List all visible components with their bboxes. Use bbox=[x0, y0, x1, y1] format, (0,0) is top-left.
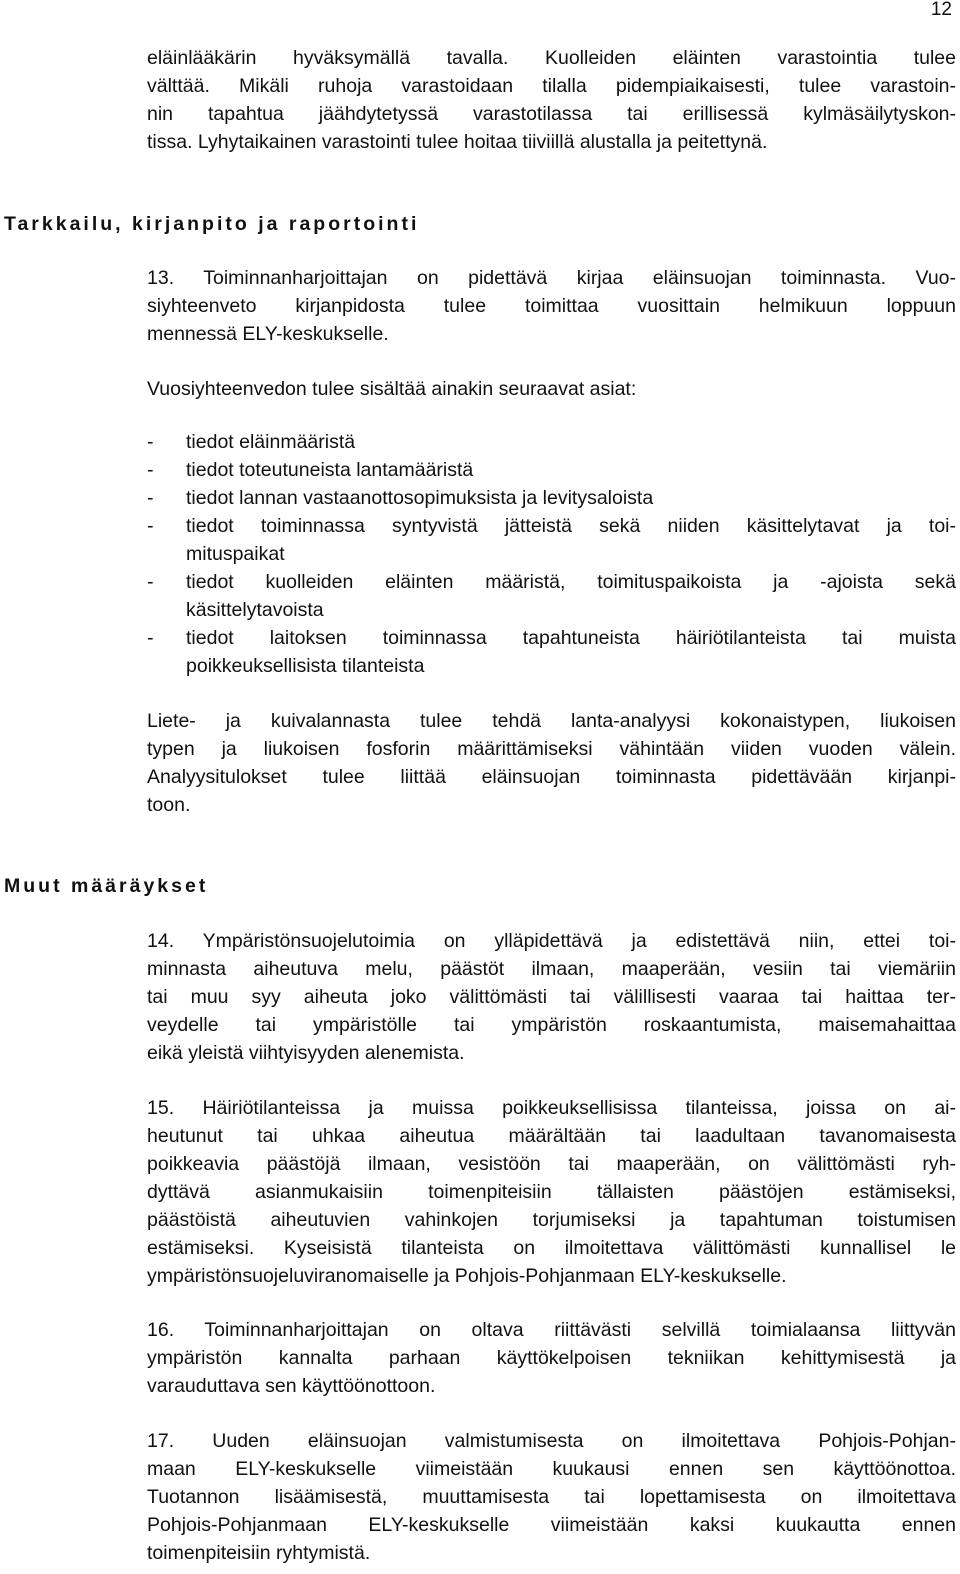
list-item-text: tiedot laitoksen toiminnassa tapahtuneista häiriötilanteista tai muista bbox=[186, 627, 956, 649]
list-item bbox=[147, 624, 956, 680]
list-item-text: tiedot lannan vastaanottosopimuksista ja levitysaloista bbox=[186, 487, 654, 509]
item-17 bbox=[147, 1427, 956, 1567]
text-line: estämiseksi. Kyseisistä tilanteista on ilmoitettava välittömästi kunnallisel le bbox=[147, 1237, 956, 1259]
text-line: veydelle tai ympäristölle tai ympäristön roskaantumista, maisemahaittaa bbox=[147, 1014, 956, 1036]
text-line: 15. Häiriötilanteissa ja muissa poikkeuksellisissa tilanteissa, joissa on ai- bbox=[147, 1097, 956, 1119]
text-line: Analyysitulokset tulee liittää eläinsuojan toiminnasta pidettävään kirjanpi- bbox=[147, 766, 956, 788]
list-item bbox=[147, 484, 956, 512]
summary-bullet-list bbox=[147, 428, 956, 680]
list-item bbox=[147, 512, 956, 568]
list-item-text: mituspaikat bbox=[186, 543, 285, 565]
intro-paragraph bbox=[147, 44, 956, 156]
summary-intro: Vuosiyhteenvedon tulee sisältää ainakin seuraavat asiat: bbox=[147, 378, 637, 400]
bullet-dash: - bbox=[147, 487, 154, 509]
list-item bbox=[147, 568, 956, 624]
text-line: 13. Toiminnanharjoittajan on pidettävä kirjaa eläinsuojan toiminnasta. Vuo- bbox=[147, 267, 956, 289]
list-item bbox=[147, 428, 956, 456]
text-line: varauduttava sen käyttöönottoon. bbox=[147, 1375, 436, 1397]
bullet-dash: - bbox=[147, 515, 154, 537]
text-line: poikkeavia päästöjä ilmaan, vesistöön tai maaperään, on välittömästi ryh- bbox=[147, 1153, 956, 1175]
text-line: toimenpiteisiin ryhtymistä. bbox=[147, 1542, 371, 1564]
text-line: 17. Uuden eläinsuojan valmistumisesta on ilmoitettava Pohjois-Pohjan- bbox=[147, 1430, 956, 1452]
page-number: 12 bbox=[930, 0, 952, 20]
list-item-text: tiedot eläinmääristä bbox=[186, 431, 356, 453]
list-item-text: käsittelytavoista bbox=[186, 599, 324, 621]
text-line: mennessä ELY-keskukselle. bbox=[147, 323, 389, 345]
text-line: Pohjois-Pohjanmaan ELY-keskukselle viimeistään kaksi kuukautta ennen bbox=[147, 1514, 956, 1536]
list-item bbox=[147, 456, 956, 484]
bullet-dash: - bbox=[147, 431, 154, 453]
text-line: maan ELY-keskukselle viimeistään kuukausi ennen sen käyttöönottoa. bbox=[147, 1458, 956, 1480]
section-heading-monitoring: Tarkkailu, kirjanpito ja raportointi bbox=[4, 213, 420, 235]
item-13 bbox=[147, 264, 956, 348]
text-line: 16. Toiminnanharjoittajan on oltava riittävästi selvillä toimialaansa liittyvän bbox=[147, 1319, 956, 1341]
text-line: nin tapahtua jäähdytetyssä varastotilassa tai erillisessä kylmäsäilytyskon- bbox=[147, 103, 956, 125]
item-14 bbox=[147, 927, 956, 1067]
text-line: minnasta aiheutuva melu, päästöt ilmaan, maaperään, vesiin tai viemäriin bbox=[147, 958, 956, 980]
text-line: eikä yleistä viihtyisyyden alenemista. bbox=[147, 1042, 465, 1064]
list-item-text: tiedot toiminnassa syntyvistä jätteistä sekä niiden käsittelytavat ja toi- bbox=[186, 515, 956, 537]
text-line: ympäristön kannalta parhaan käyttökelpoisen tekniikan kehittymisestä ja bbox=[147, 1347, 956, 1369]
text-line: typen ja liukoisen fosforin määrittämiseksi vähintään viiden vuoden välein. bbox=[147, 738, 956, 760]
text-line: Tuotannon lisäämisestä, muuttamisesta tai lopettamisesta on ilmoitettava bbox=[147, 1486, 956, 1508]
text-line: heutunut tai uhkaa aiheutua määrältään tai laadultaan tavanomaisesta bbox=[147, 1125, 956, 1147]
text-line: tai muu syy aiheuta joko välittömästi tai välillisesti vaaraa tai haittaa ter- bbox=[147, 986, 956, 1008]
text-line: eläinlääkärin hyväksymällä tavalla. Kuolleiden eläinten varastointia tulee bbox=[147, 47, 956, 69]
text-line: dyttävä asianmukaisiin toimenpiteisiin tällaisten päästöjen estämiseksi, bbox=[147, 1181, 956, 1203]
section-heading-other: Muut määräykset bbox=[4, 875, 209, 897]
analysis-paragraph bbox=[147, 707, 956, 819]
bullet-dash: - bbox=[147, 571, 154, 593]
bullet-dash: - bbox=[147, 627, 154, 649]
item-15 bbox=[147, 1094, 956, 1290]
text-line: siyhteenveto kirjanpidosta tulee toimittaa vuosittain helmikuun loppuun bbox=[147, 295, 956, 317]
text-line: tissa. Lyhytaikainen varastointi tulee hoitaa tiiviillä alustalla ja peitettynä. bbox=[147, 131, 768, 153]
bullet-dash: - bbox=[147, 459, 154, 481]
text-line: päästöistä aiheutuvien vahinkojen torjumiseksi ja tapahtuman toistumisen bbox=[147, 1209, 956, 1231]
list-item-text: tiedot kuolleiden eläinten määristä, toimituspaikoista ja -ajoista sekä bbox=[186, 571, 956, 593]
text-line: välttää. Mikäli ruhoja varastoidaan tilalla pidempiaikaisesti, tulee varastoin- bbox=[147, 75, 956, 97]
item-16 bbox=[147, 1316, 956, 1400]
text-line: 14. Ympäristönsuojelutoimia on ylläpidettävä ja edistettävä niin, ettei toi- bbox=[147, 930, 956, 952]
list-item-text: poikkeuksellisista tilanteista bbox=[186, 655, 425, 677]
text-line: toon. bbox=[147, 794, 191, 816]
text-line: ympäristönsuojeluviranomaiselle ja Pohjois-Pohjanmaan ELY-keskukselle. bbox=[147, 1265, 787, 1287]
text-line: Liete- ja kuivalannasta tulee tehdä lanta-analyysi kokonaistypen, liukoisen bbox=[147, 710, 956, 732]
list-item-text: tiedot toteutuneista lantamääristä bbox=[186, 459, 474, 481]
